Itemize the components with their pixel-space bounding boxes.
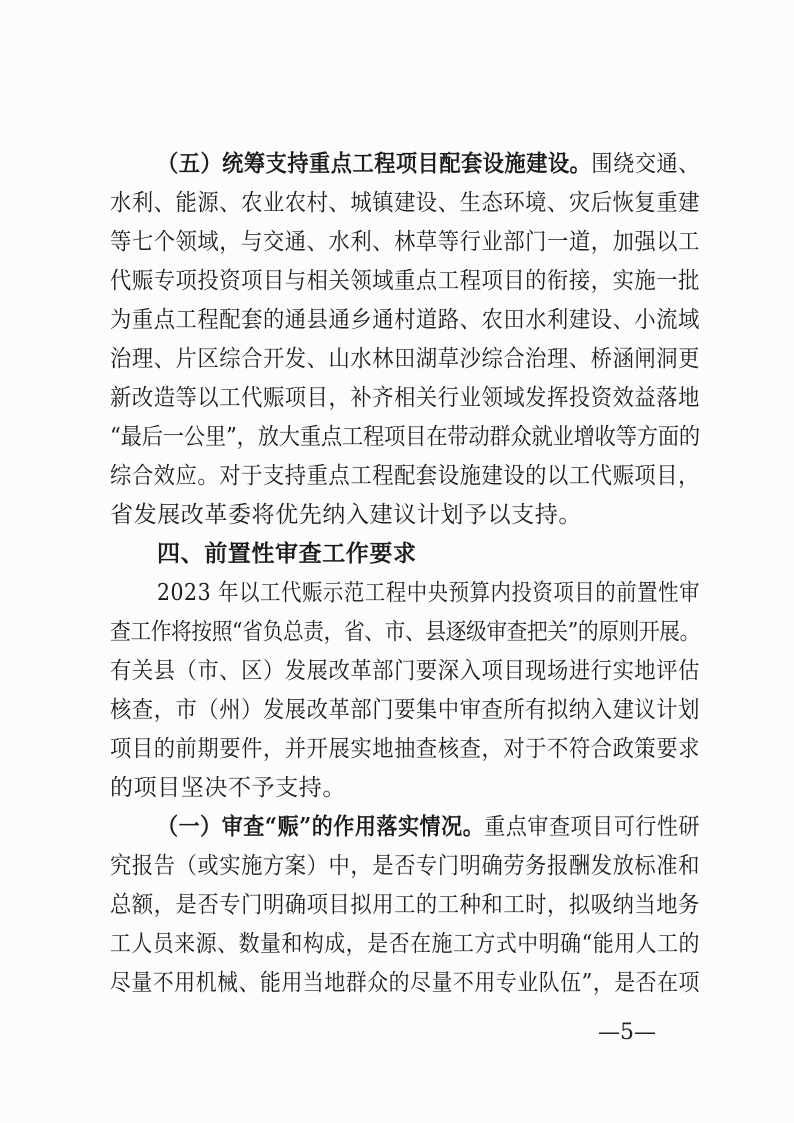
body-text: 重点审查项目可行性研 — [484, 814, 700, 840]
body-text: 代赈专项投资项目与相关领域重点工程项目的衔接，实施一批 — [110, 268, 700, 294]
body-text: 新改造等以工代赈项目，补齐相关行业领域发挥投资效益落地 — [110, 385, 700, 411]
body-text: 2023 年以工代赈示范工程中央预算内投资项目的前置性审 — [157, 580, 701, 606]
body-text: 省发展改革委将优先纳入建议计划予以支持。 — [110, 502, 582, 528]
body-text: 究报告（或实施方案）中，是否专门明确劳务报酬发放标准和 — [110, 853, 700, 879]
body-text: 有关县（市、区）发展改革部门要深入项目现场进行实地评估 — [110, 658, 700, 684]
body-line-19 — [110, 849, 700, 883]
body-text: 等七个领域，与交通、水利、林草等行业部门一道，加强以工 — [110, 229, 700, 255]
body-line-1 — [157, 147, 700, 181]
body-text: 尽量不用机械、能用当地群众的尽量不用专业队伍”，是否在项 — [110, 970, 700, 996]
body-text: 为重点工程配套的通县通乡通村道路、农田水利建设、小流域 — [110, 307, 700, 333]
body-line-12 — [157, 576, 700, 610]
body-text: 项目的前期要件，并开展实地抽查核查，对于不符合政策要求 — [110, 736, 700, 762]
body-text: 查工作将按照“省负总责，省、市、县逐级审查把关”的原则开展。 — [110, 619, 700, 645]
body-line-5 — [110, 303, 700, 337]
body-line-13 — [110, 615, 700, 649]
body-line-7 — [110, 381, 700, 415]
body-text: 治理、片区综合开发、山水林田湖草沙综合治理、桥涵闸洞更 — [110, 346, 700, 372]
body-line-8 — [110, 420, 700, 454]
subheading-five: （五）统筹支持重点工程项目配套设施建设。 — [157, 150, 592, 177]
section-heading-four — [157, 537, 417, 571]
body-line-18 — [157, 810, 700, 844]
body-text: “最后一公里”，放大重点工程项目在带动群众就业增收等方面的 — [110, 424, 700, 450]
body-text: 核查，市（州）发展改革部门要集中审查所有拟纳入建议计划 — [110, 697, 700, 723]
body-text: 综合效应。对于支持重点工程配套设施建设的以工代赈项目， — [110, 463, 700, 489]
body-line-4 — [110, 264, 700, 298]
body-line-15 — [110, 693, 700, 727]
subheading-one: （一）审查“赈”的作用落实情况。 — [157, 813, 485, 840]
body-text: 总额，是否专门明确项目拟用工的工种和工时，拟吸纳当地务 — [110, 892, 700, 918]
body-line-21 — [110, 927, 700, 961]
body-line-20 — [110, 888, 700, 922]
body-line-16 — [110, 732, 700, 766]
body-line-17 — [110, 771, 346, 805]
body-line-2 — [110, 186, 700, 220]
body-line-10 — [110, 498, 582, 532]
body-line-6 — [110, 342, 700, 376]
body-line-9 — [110, 459, 700, 493]
body-text: 围绕交通、 — [591, 151, 700, 177]
body-line-14 — [110, 654, 700, 688]
body-line-22 — [110, 966, 700, 1000]
page-number: —5— — [598, 1020, 656, 1045]
body-text: 水利、能源、农业农村、城镇建设、生态环境、灾后恢复重建 — [110, 190, 700, 216]
section-heading-text: 四、前置性审查工作要求 — [157, 541, 417, 567]
body-line-3 — [110, 225, 700, 259]
body-text: 工人员来源、数量和构成，是否在施工方式中明确“能用人工的 — [110, 931, 700, 957]
body-text: 的项目坚决不予支持。 — [110, 775, 346, 801]
